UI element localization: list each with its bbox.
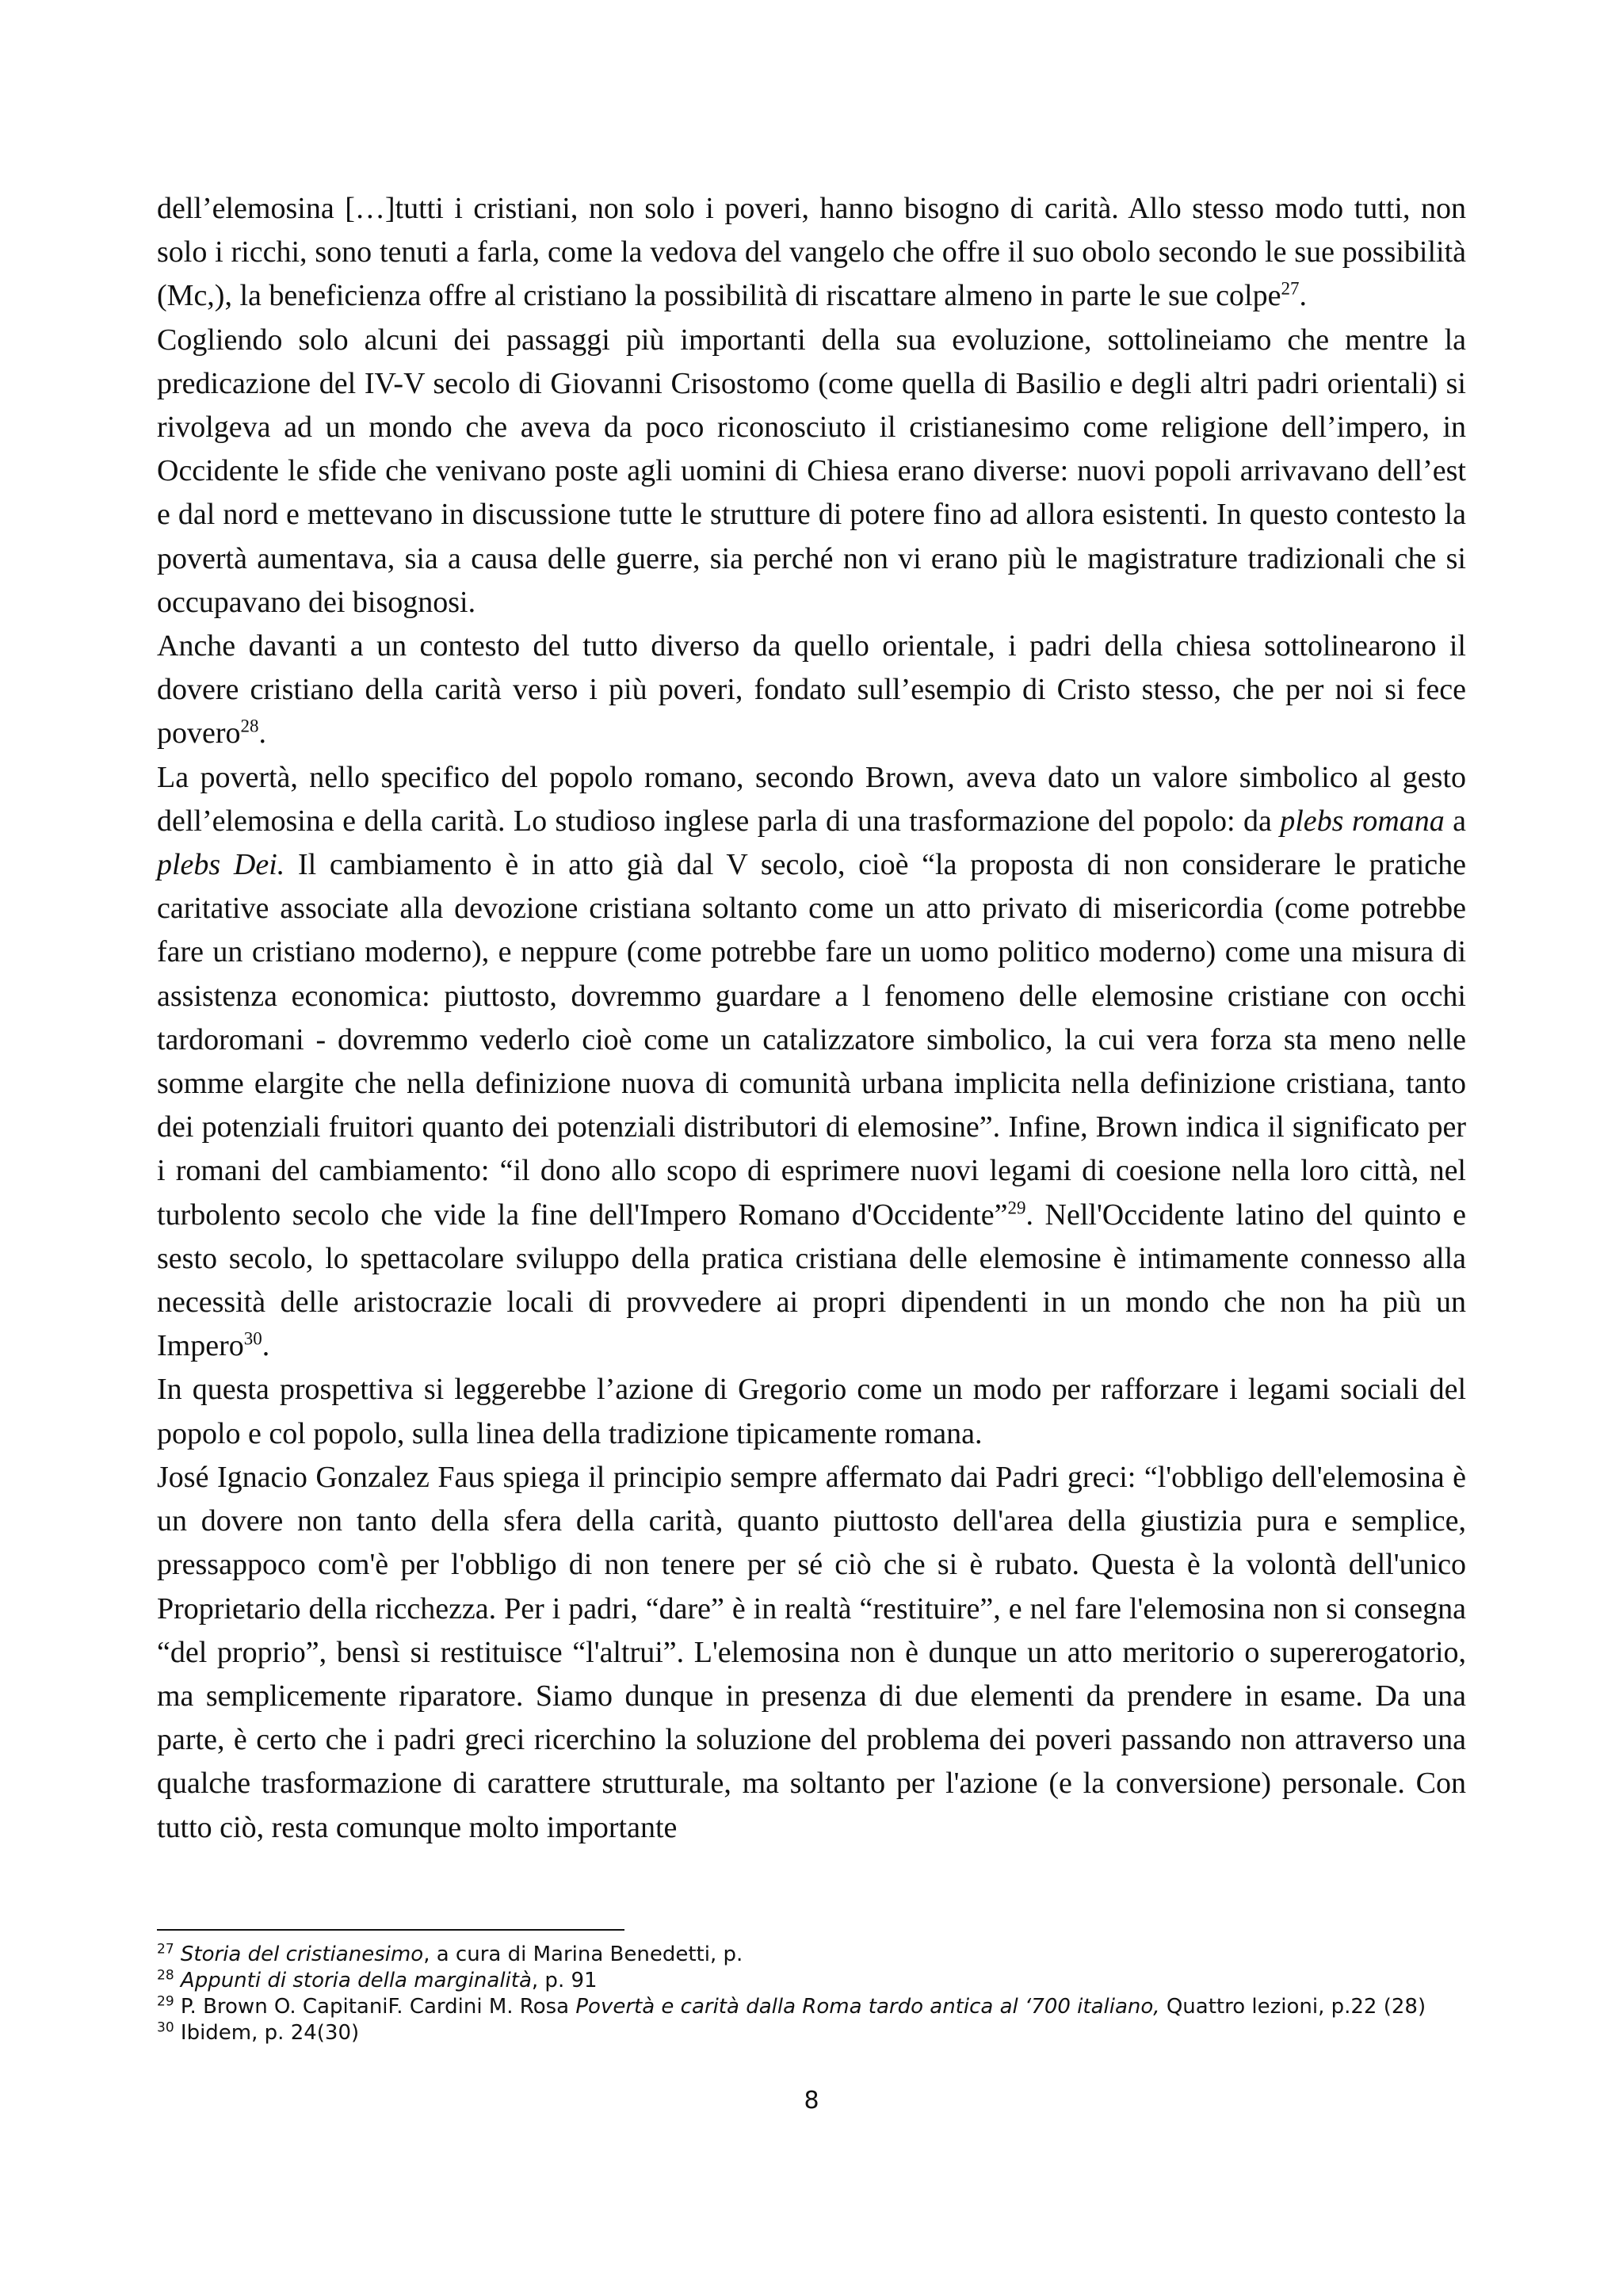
italic-text: plebs romana xyxy=(1280,804,1445,838)
footnote-ref: 30 xyxy=(243,1328,262,1349)
text-run: Ibidem, p. 24(30) xyxy=(174,2021,360,2045)
text-run: P. Brown O. CapitaniF. Cardini M. Rosa xyxy=(174,1995,576,2019)
text-run: . xyxy=(1299,279,1307,313)
body-paragraph xyxy=(157,319,1466,625)
footnote xyxy=(157,1994,1466,2020)
italic-text: Povertà e carità dalla Roma tardo antica al ‘700 italiano, xyxy=(575,1995,1160,2019)
footnote xyxy=(157,2020,1466,2046)
footnote-marker: 27 xyxy=(157,1941,174,1958)
body-paragraph xyxy=(157,187,1466,319)
footnote-separator xyxy=(157,1929,624,1931)
text-run: , p. 91 xyxy=(531,1969,598,1992)
text-run: Il cambiamento è in atto già dal V secolo, cioè “la proposta di non considerare le pratiche caritative associate alla devozione cristiana soltanto come un atto privato di misericordia (come potrebbe fare un cristiano moderno), e neppure (come potrebbe fare un uomo politico moderno) come una misura di assistenza economica: piuttosto, dovremmo guardare a l fenomeno delle elemosine cristiane con occhi tardoromani - dovremmo vederlo cioè come un catalizzatore simbolico, la cui vera forza sta meno nelle somme elargite che nella definizione nuova di comunità urbana implicita nella definizione cristiana, tanto dei potenziali fruitori quanto dei potenziali distributori di elemosine”. Infine, Brown indica il significato per i romani del cambiamento: “il dono allo scopo di esprimere nuovi legami di coesione nella loro città, nel turbolento secolo che vide la fine dell'Impero Romano d'Occidente” xyxy=(157,848,1467,1232)
text-run: In questa prospettiva si leggerebbe l’azione di Gregorio come un modo per rafforzare i legami sociali del popolo e col popolo, sulla linea della tradizione tipicamente romana. xyxy=(157,1373,1466,1450)
text-run xyxy=(174,1943,181,1966)
body-paragraph xyxy=(157,1368,1466,1455)
text-run: . xyxy=(262,1329,270,1363)
text-run: Cogliendo solo alcuni dei passaggi più importanti della sua evoluzione, sottolineiamo che mentre la predicazione del IV-V secolo di Giovanni Crisostomo (come quella di Basilio e degli altri padri orientali) si rivolgeva ad un mondo che aveva da poco riconosciuto il cristianesimo come religione dell’impero, in Occidente le sfide che venivano poste agli uomini di Chiesa erano diverse: nuovi popoli arrivavano dell’est e dal nord e mettevano in discussione tutte le strutture di potere fino ad allora esistenti. In questo contesto la povertà aumentava, sia a causa delle guerre, sia perché non vi erano più le magistrature tradizionali che si occupavano dei bisognosi. xyxy=(157,323,1466,619)
body-paragraph xyxy=(157,1456,1466,1850)
body-paragraph xyxy=(157,625,1466,756)
text-run: Quattro lezioni, p.22 (28) xyxy=(1159,1995,1426,2019)
text-run: , a cura di Marina Benedetti, p. xyxy=(423,1943,743,1966)
body-paragraph xyxy=(157,756,1466,1369)
footnotes xyxy=(157,1942,1466,2046)
footnote xyxy=(157,1968,1466,1994)
body-text xyxy=(157,187,1466,1850)
text-run: José Ignacio Gonzalez Faus spiega il principio sempre affermato dai Padri greci: “l'obbligo dell'elemosina è un dovere non tanto della sfera della carità, quanto piuttosto dell'area della giustizia pura e semplice, pressappoco com'è per l'obbligo di non tenere per sé ciò che si è rubato. Questa è la volontà dell'unico Proprietario della ricchezza. Per i padri, “dare” è in realtà “restituire”, e nel fare l'elemosina non si consegna “del proprio”, bensì si restituisce “l'altrui”. L'elemosina non è dunque un atto meritorio o supererogatorio, ma semplicemente riparatore. Siamo dunque in presenza di due elementi da prendere in esame. Da una parte, è certo che i padri greci ricerchino la soluzione del problema dei poveri passando non attraverso una qualche trasformazione di carattere strutturale, ma soltanto per l'azione (e la conversione) personale. Con tutto ciò, resta comunque molto importante xyxy=(157,1460,1466,1844)
text-run: . Nell'Occidente latino del quinto e sesto secolo, lo spettacolare sviluppo della pratica cristiana delle elemosine è intimamente connesso alla necessità delle aristocrazie locali di provvedere ai propri dipendenti in un mondo che non ha più un Impero xyxy=(157,1198,1466,1363)
italic-text: plebs Dei. xyxy=(157,848,285,882)
footnote xyxy=(157,1942,1466,1968)
footnote-marker: 28 xyxy=(157,1967,174,1984)
text-run: . xyxy=(258,716,267,751)
footnote-ref: 28 xyxy=(240,716,259,736)
footnote-marker: 29 xyxy=(157,1993,174,2010)
footnote-ref: 27 xyxy=(1281,278,1300,299)
text-run: dell’elemosina […]tutti i cristiani, non solo i poveri, hanno bisogno di carità. Allo stesso modo tutti, non solo i ricchi, sono tenuti a farla, come la vedova del vangelo che offre il suo obolo secondo le sue possibilità (Mc,), la beneficienza offre al cristiano la possibilità di riscattare almeno in parte le sue colpe xyxy=(157,192,1466,313)
footnote-marker: 30 xyxy=(157,2019,174,2036)
italic-text: Appunti di storia della marginalità xyxy=(180,1969,532,1992)
text-run: La povertà, nello specifico del popolo romano, secondo Brown, aveva dato un valore simbolico al gesto dell’elemosina e della carità. Lo studioso inglese parla di una trasformazione del popolo: da xyxy=(157,760,1466,838)
text-run: Anche davanti a un contesto del tutto diverso da quello orientale, i padri della chiesa sottolinearono il dovere cristiano della carità verso i più poveri, fondato sull’esempio di Cristo stesso, che per noi si fece povero xyxy=(157,629,1466,751)
text-run xyxy=(174,1969,181,1992)
page-number: 8 xyxy=(804,2087,819,2115)
text-run: a xyxy=(1444,804,1466,838)
italic-text: Storia del cristianesimo xyxy=(180,1943,424,1966)
footnote-ref: 29 xyxy=(1007,1198,1026,1218)
